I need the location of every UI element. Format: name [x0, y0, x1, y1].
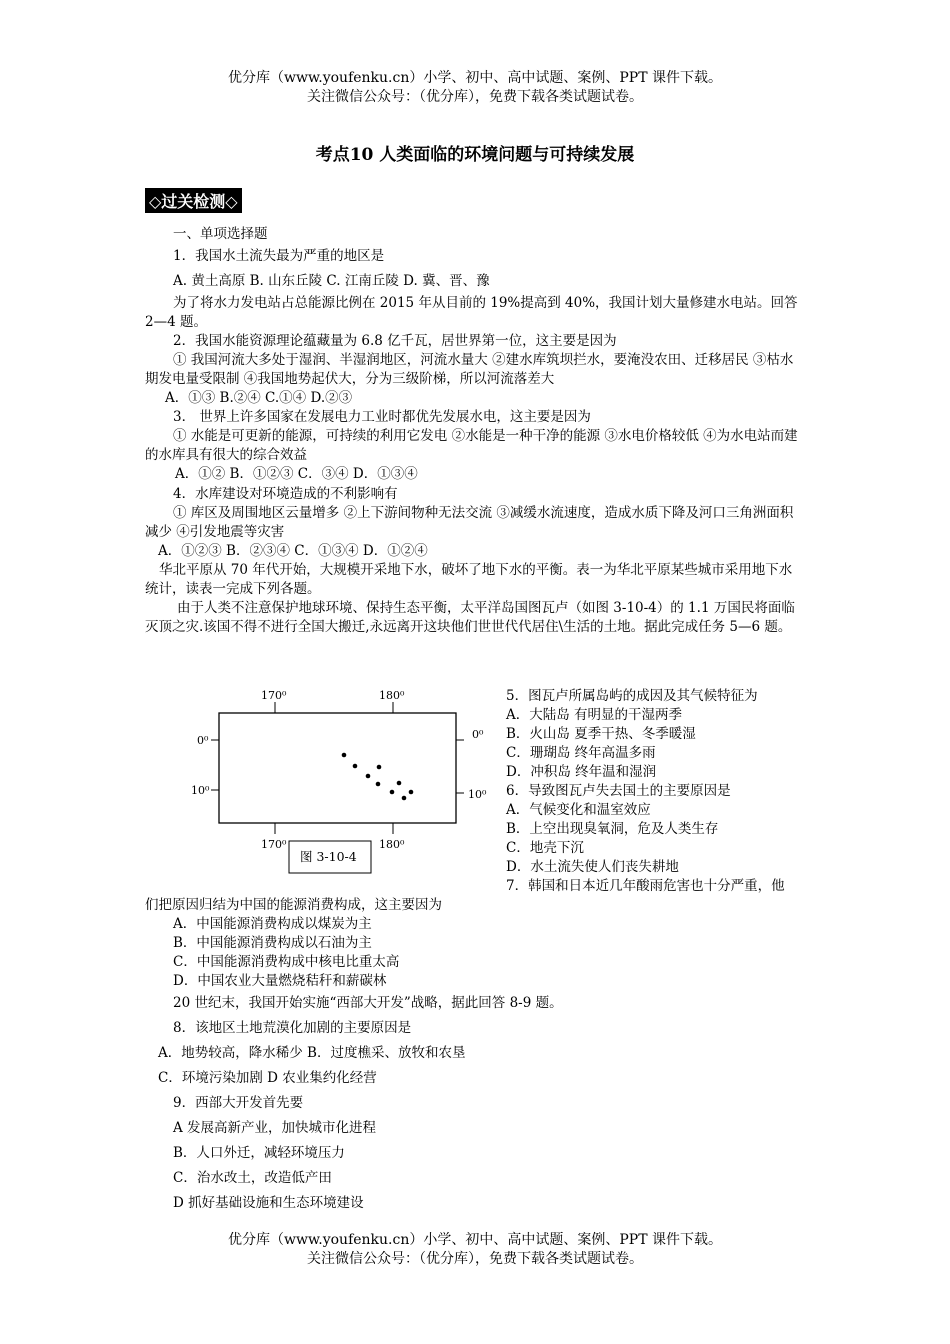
q7-option-b: B．中国能源消费构成以石油为主 — [173, 935, 372, 951]
q8-options-row2: C．环境污染加剧 D 农业集约化经营 — [158, 1070, 377, 1086]
label-lat-0-left: 0⁰ — [197, 734, 209, 747]
label-lon-170-bottom: 170⁰ — [261, 838, 287, 851]
q4-body: ① 库区及周围地区云量增多 ②上下游间物种无法交流 ③减缓水流速度，造成水质下降及河口三角洲面积减少 ④引发地震等灾害 — [145, 505, 794, 540]
q8-options-row1: A．地势较高，降水稀少 B．过度樵采、放牧和农垦 — [158, 1045, 466, 1061]
q6-stem: 6．导致图瓦卢失去国土的主要原因是 — [506, 783, 731, 799]
q9-option-d: D 抓好基础设施和生态环境建设 — [173, 1195, 364, 1211]
q3-body: ① 水能是可更新的能源，可持续的利用它发电 ②水能是一种干净的能源 ③水电价格较低 ④为水电站而建的水库具有很大的综合效益 — [145, 428, 798, 463]
island-dot — [342, 753, 347, 758]
q9-stem: 9．西部大开发首先要 — [173, 1095, 304, 1111]
q7-option-d: D．中国农业大量燃烧秸秆和薪碳林 — [173, 973, 387, 989]
q6-option-c: C．地壳下沉 — [506, 840, 584, 856]
q7-option-a: A．中国能源消费构成以煤炭为主 — [173, 916, 372, 932]
island-dot — [390, 790, 395, 795]
q7-option-c: C．中国能源消费构成中核电比重太高 — [173, 954, 400, 970]
q2-stem: 2．我国水能资源理论蕴藏量为 6.8 亿千瓦，居世界第一位，这主要是因为 — [173, 333, 617, 349]
island-dot — [409, 790, 414, 795]
q5-option-d: D．冲积岛 终年温和湿润 — [506, 764, 657, 780]
label-lat-10-right: 10⁰ — [468, 788, 487, 801]
tuvalu-map — [185, 680, 495, 880]
island-dot — [397, 781, 402, 786]
q3-options: A．①② B．①②③ C．③④ D．①③④ — [175, 466, 418, 482]
tuvalu-intro: 由于人类不注意保护地球环境、保持生态平衡，太平洋岛国图瓦卢（如图 3-10-4）的 1.1 万国民将面临灭顶之灾.该国不得不进行全国大搬迁,永远离开这块他们世世代代居住\生活的土地。据此完成任务 5—6 题。 — [145, 600, 795, 635]
header-line-1: 优分库（www.youfenku.cn）小学、初中、高中试题、案例、PPT 课件下载。 — [227, 70, 722, 86]
label-lon-180-bottom: 180⁰ — [379, 838, 405, 851]
q5-option-c: C．珊瑚岛 终年高温多雨 — [506, 745, 656, 761]
island-dot — [402, 796, 407, 801]
q9-option-b: B．人口外迁，减轻环境压力 — [173, 1145, 345, 1161]
section-heading: 一、单项选择题 — [173, 226, 268, 242]
island-dot — [377, 765, 382, 770]
q1-stem: 1．我国水土流失最为严重的地区是 — [173, 248, 385, 264]
intro-2-4: 为了将水力发电站占总能源比例在 2015 年从目前的 19%提高到 40%，我国计划大量修建水电站。回答 2—4 题。 — [145, 295, 798, 330]
north-china-paragraph: 华北平原从 70 年代开始，大规模开采地下水，破坏了地下水的平衡。表一为华北平原某些城市采用地下水统计，读表一完成下列各题。 — [145, 562, 793, 597]
q9-option-c: C．治水改土，改造低产田 — [173, 1170, 332, 1186]
island-dot — [376, 782, 381, 787]
map-frame — [219, 713, 456, 823]
q1-options: A. 黄土高原 B. 山东丘陵 C. 江南丘陵 D. 冀、晋、豫 — [173, 273, 490, 289]
label-lat-10-left: 10⁰ — [191, 784, 210, 797]
q2-options: A．①③ B.②④ C.①④ D.②③ — [165, 390, 353, 406]
q4-stem: 4．水库建设对环境造成的不利影响有 — [173, 486, 398, 502]
label-lon-180-top: 180⁰ — [379, 689, 405, 702]
island-dot — [353, 764, 358, 769]
q6-option-a: A．气候变化和温室效应 — [506, 802, 651, 818]
intro-8-9: 20 世纪末，我国开始实施“西部大开发”战略，据此回答 8-9 题。 — [173, 995, 563, 1011]
page-title: 考点10 人类面临的环境问题与可持续发展 — [315, 145, 635, 165]
q7-stem-part1: 7．韩国和日本近几年酸雨危害也十分严重，他 — [506, 878, 785, 894]
q5-option-a: A．大陆岛 有明显的干湿两季 — [506, 707, 683, 723]
q8-stem: 8．该地区土地荒漠化加剧的主要原因是 — [173, 1020, 412, 1036]
q5-stem: 5．图瓦卢所属岛屿的成因及其气候特征为 — [506, 688, 758, 704]
label-lon-170-top: 170⁰ — [261, 689, 287, 702]
header-line-2: 关注微信公众号：（优分库），免费下载各类试题试卷。 — [307, 89, 643, 105]
island-dot — [366, 774, 371, 779]
q9-option-a: A 发展高新产业，加快城市化进程 — [173, 1120, 377, 1136]
q3-stem: 3． 世界上许多国家在发展电力工业时都优先发展水电，这主要是因为 — [173, 409, 591, 425]
footer-line-2: 关注微信公众号：（优分库），免费下载各类试题试卷。 — [307, 1251, 643, 1267]
q4-options: A．①②③ B．②③④ C．①③④ D．①②④ — [158, 543, 428, 559]
label-lat-0-right: 0⁰ — [472, 728, 484, 741]
q7-stem-part2: 们把原因归结为中国的能源消费构成，这主要因为 — [145, 897, 442, 913]
section-badge: ◇过关检测◇ — [145, 188, 242, 213]
q2-body: ① 我国河流大多处于湿润、半湿润地区，河流水量大 ②建水库筑坝拦水，要淹没农田、迁移居民 ③枯水期发电量受限制 ④我国地势起伏大，分为三级阶梯，所以河流落差大 — [145, 352, 794, 387]
footer-line-1: 优分库（www.youfenku.cn）小学、初中、高中试题、案例、PPT 课件下载。 — [227, 1232, 722, 1248]
q5-option-b: B．火山岛 夏季干热、冬季暖湿 — [506, 726, 696, 742]
q6-option-b: B．上空出现臭氧洞，危及人类生存 — [506, 821, 719, 837]
figure-caption: 图 3-10-4 — [300, 849, 357, 864]
q6-option-d: D．水土流失使人们丧失耕地 — [506, 859, 679, 875]
